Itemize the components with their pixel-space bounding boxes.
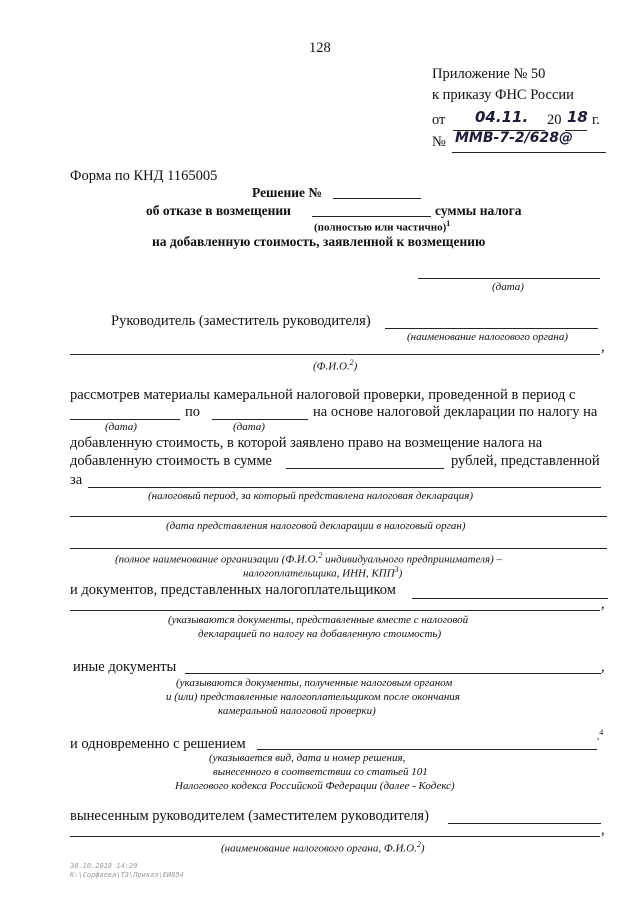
documents-line-1 [412, 598, 608, 599]
tax-period-caption: (налоговый период, за который представлена налоговая декларация) [148, 490, 473, 502]
order-number-line [452, 152, 606, 153]
order-date-handwritten: 04.11. [475, 108, 529, 126]
fio-line [70, 354, 600, 355]
org-name-line [70, 548, 607, 549]
other-documents-line [185, 673, 601, 674]
documents-label: и документов, представленных налогоплательщиком [70, 582, 396, 598]
head-label: Руководитель (заместитель руководителя) [111, 313, 371, 329]
title-vat: на добавленную стоимость, заявленной к возмещению [152, 234, 486, 249]
declaration-date-caption: (дата представления налоговой декларации в налоговый орган) [166, 520, 466, 532]
paragraph-line-3: добавленную стоимость, в которой заявлено право на возмещение налога на [70, 435, 543, 451]
issued-by-label: вынесенным руководителем (заместителем руководителя) [70, 808, 429, 824]
form-code: Форма по КНД 1165005 [70, 168, 218, 184]
issued-by-comma: , [601, 822, 605, 838]
footer-file-path: К:\Сорфаева\ТЗ\Приказ\ЕИ054 [70, 871, 184, 879]
title-decision: Решение № [252, 185, 322, 200]
org-name-caption-2: налогоплательщика, ИНН, КПП$^3$) [243, 565, 403, 580]
issued-by-caption: (наименование налогового органа, Ф.И.О.$^2$) [221, 840, 425, 855]
period-to-label: по [185, 404, 201, 420]
tax-authority-caption: (наименование налогового органа) [407, 331, 569, 343]
decision-caption-1: (указывается вид, дата и номер решения, [209, 752, 406, 764]
decision-caption-3: Налогового кодекса Российской Федерации (далее - Кодекс) [175, 780, 455, 792]
paragraph-line-2: на основе налоговой декларации по налогу на [313, 404, 598, 420]
order-year-suffix: г. [592, 112, 600, 128]
paragraph-line-4a: добавленную стоимость в сумме [70, 453, 272, 469]
paragraph-line-1: рассмотрев материалы камеральной налоговой проверки, проведенной в период с [70, 387, 576, 403]
fio-comma: , [601, 339, 605, 355]
order-year-handwritten: 18 [567, 108, 588, 126]
paragraph-line-4b: рублей, представленной [451, 453, 600, 469]
other-documents-caption-3: камеральной налоговой проверки) [218, 705, 376, 717]
documents-comma: , [601, 596, 605, 612]
amount-line [286, 468, 444, 469]
other-documents-comma: , [601, 659, 605, 675]
decision-caption-2: вынесенного в соответствии со статьей 101 [213, 766, 428, 778]
documents-caption-2: декларацией по налогу на добавленную стоимость) [198, 628, 442, 640]
footer-timestamp: 30.10.2018 14:29 [70, 862, 138, 870]
date-from-caption: (дата) [105, 421, 137, 433]
decision-label: и одновременно с решением [70, 736, 246, 752]
order-number-prefix: № [432, 134, 446, 150]
issued-by-line-1 [448, 823, 601, 824]
date-line [418, 278, 600, 279]
order-number-handwritten: ММВ-7-2/628@ [455, 130, 573, 146]
title-tax-sum: суммы налога [435, 203, 522, 218]
tax-period-line [88, 487, 601, 488]
decision-footnote: ,$^4$ [597, 728, 604, 741]
period-from-line [70, 419, 180, 420]
documents-line-2 [70, 610, 600, 611]
other-documents-label: иные документы [73, 659, 177, 675]
period-to-line [212, 419, 308, 420]
date-caption: (дата) [492, 281, 524, 293]
decision-line [257, 749, 597, 750]
paragraph-line-5: за [70, 472, 83, 488]
fio-caption: (Ф.И.О.$^2$) [313, 358, 358, 373]
title-extent-caption: (полностью или частично)$^1$ [314, 219, 451, 234]
other-documents-caption-2: и (или) представленные налогоплательщиком после окончания [166, 691, 460, 703]
other-documents-caption-1: (указываются документы, полученные налоговым органом [176, 677, 453, 689]
order-year-prefix: 20 [547, 112, 562, 128]
org-name-caption-1: (полное наименование организации (Ф.И.О.$^2$ индивидуального предпринимателя) – [115, 551, 503, 566]
appendix-number: Приложение № 50 [432, 66, 546, 82]
title-refusal: об отказе в возмещении [146, 203, 291, 218]
page-number: 128 [309, 40, 331, 56]
decision-number-line [333, 198, 421, 199]
documents-caption-1: (указываются документы, представленные вместе с налоговой [168, 614, 469, 626]
tax-authority-line [385, 328, 598, 329]
declaration-date-line [70, 516, 607, 517]
date-to-caption: (дата) [233, 421, 265, 433]
order-date-prefix: от [432, 112, 446, 128]
refusal-extent-line [312, 216, 431, 217]
appendix-order: к приказу ФНС России [432, 87, 574, 103]
issued-by-line-2 [70, 836, 600, 837]
